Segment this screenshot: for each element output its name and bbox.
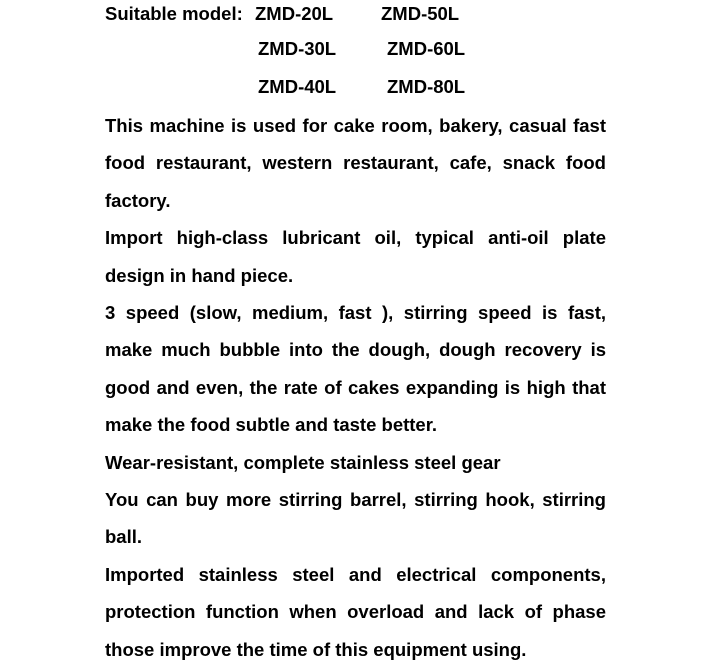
model-name: ZMD-30L [258, 38, 337, 59]
model-name: ZMD-40L [258, 76, 337, 97]
description [105, 107, 606, 668]
model-label: Suitable model: [105, 3, 243, 24]
model-name: ZMD-20L [255, 3, 334, 24]
paragraph-accessories: You can buy more stirring barrel, stirring hook, stirring ball. [105, 489, 606, 548]
paragraph-speed: 3 speed (slow, medium, fast ), stirring speed is fast, make much bubble into the dough, dough recovery is good and even, the rate of cakes expanding is high that make the food subtle and taste better. [105, 302, 606, 436]
paragraph-gear: Wear-resistant, complete stainless steel gear [105, 451, 501, 473]
paragraph-usage: This machine is used for cake room, bakery, casual fast food restaurant, western restaurant, cafe, snack food factory. [105, 115, 606, 211]
model-name: ZMD-50L [381, 3, 460, 24]
model-name: ZMD-80L [387, 76, 466, 97]
paragraph-components: Imported stainless steel and electrical components, protection function when overload and lack of phase those improve the time of this equipment using. [105, 563, 606, 660]
model-name: ZMD-60L [387, 38, 466, 59]
paragraph-lubricant: Import high-class lubricant oil, typical anti-oil plate design in hand piece. [105, 227, 606, 286]
